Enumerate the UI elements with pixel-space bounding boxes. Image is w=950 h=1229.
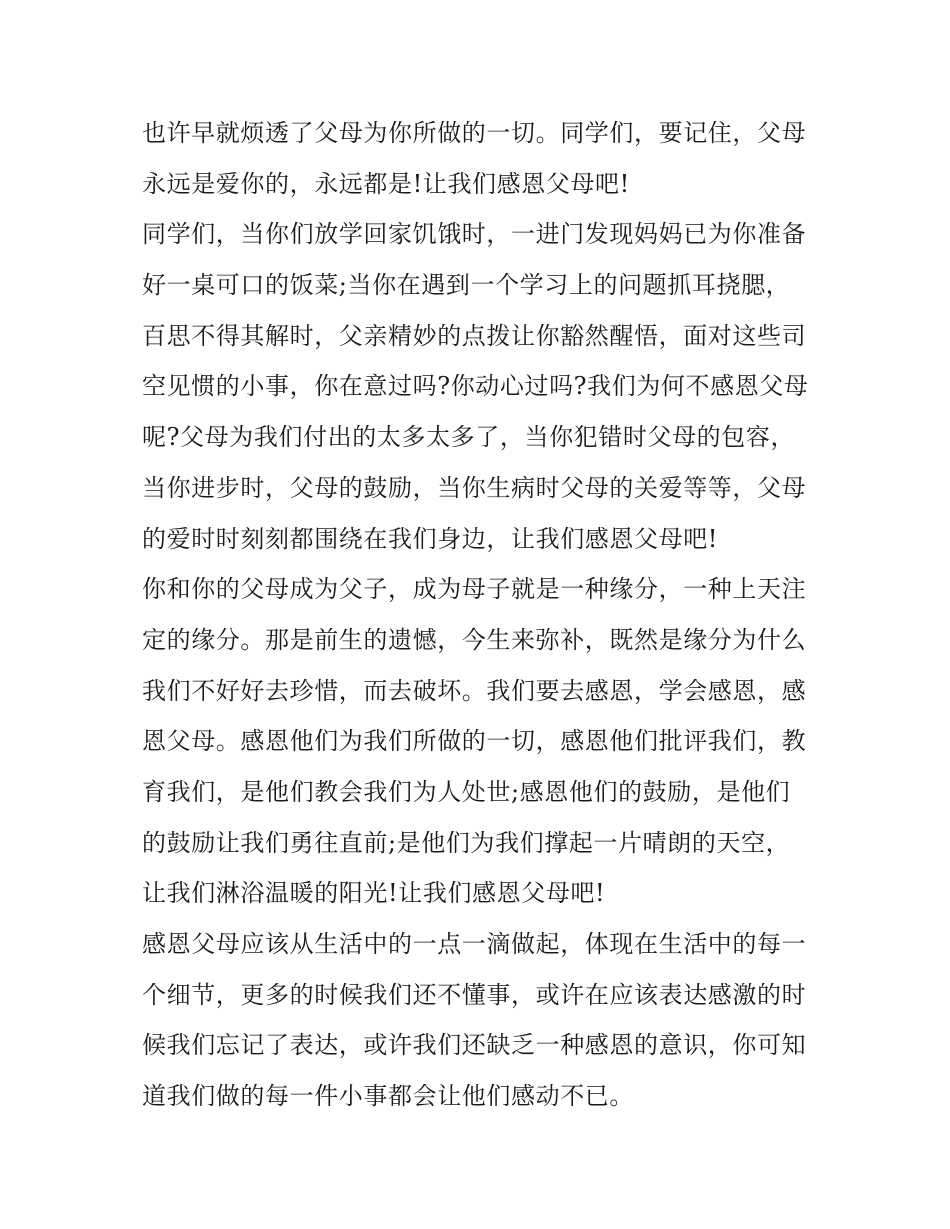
text-line-10: 你和你的父母成为父子，成为母子就是一种缘分，一种上天注: [142, 575, 807, 604]
text-line-14: 育我们，是他们教会我们为人处世;感恩他们的鼓励，是他们: [142, 777, 791, 806]
text-line-3: 同学们，当你们放学回家饥饿时，一进门发现妈妈已为你准备: [142, 220, 807, 249]
text-line-11: 定的缘分。那是前生的遗憾，今生来弥补，既然是缘分为什么: [142, 625, 807, 654]
text-line-13: 恩父母。感恩他们为我们所做的一切，感恩他们批评我们，教: [142, 727, 807, 756]
text-line-5: 百思不得其解时，父亲精妙的点拨让你豁然醒悟，面对这些司: [142, 321, 807, 350]
document-body: [142, 108, 812, 1122]
text-line-6: 空见惯的小事，你在意过吗?你动心过吗?我们为何不感恩父母: [142, 372, 809, 401]
text-line-18: 个细节，更多的时候我们还不懂事，或许在应该表达感激的时: [142, 980, 807, 1009]
text-line-9: 的爱时时刻刻都围绕在我们身边，让我们感恩父母吧!: [142, 524, 719, 553]
text-line-8: 当你进步时，父母的鼓励，当你生病时父母的关爱等等，父母: [142, 473, 807, 502]
text-line-7: 呢?父母为我们付出的太多太多了，当你犯错时父母的包容，: [142, 423, 796, 452]
text-line-2: 永远是爱你的，永远都是!让我们感恩父母吧!: [142, 169, 630, 198]
text-line-17: 感恩父母应该从生活中的一点一滴做起，体现在生活中的每一: [142, 930, 807, 958]
text-line-12: 我们不好好去珍惜，而去破坏。我们要去感恩，学会感恩，感: [142, 676, 807, 705]
text-line-20: 道我们做的每一件小事都会让他们感动不已。: [142, 1082, 634, 1111]
text-line-16: 让我们淋浴温暖的阳光!让我们感恩父母吧!: [142, 879, 606, 908]
text-line-4: 好一桌可口的饭菜;当你在遇到一个学习上的问题抓耳挠腮，: [142, 271, 791, 300]
text-line-19: 候我们忘记了表达，或许我们还缺乏一种感恩的意识，你可知: [142, 1031, 807, 1060]
text-line-15: 的鼓励让我们勇往直前;是他们为我们撑起一片晴朗的天空，: [142, 828, 791, 857]
text-line-1: 也许早就烦透了父母为你所做的一切。同学们，要记住，父母: [142, 119, 807, 147]
